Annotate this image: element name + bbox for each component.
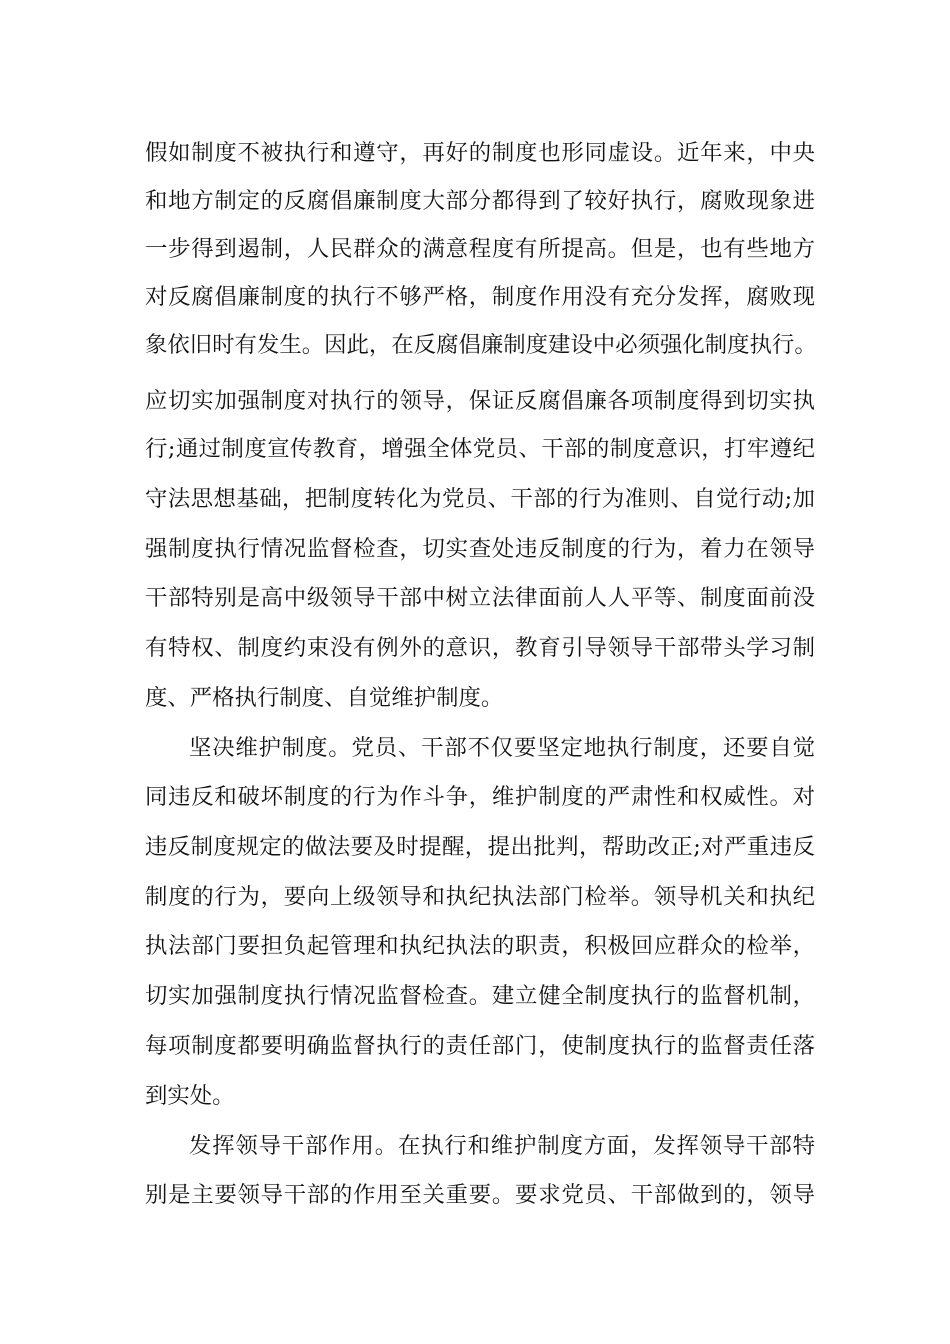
paragraph-first-line: 坚决维护制度。党员、干部不仅要坚定地执行制度，还要自觉 (189, 735, 815, 761)
text-line: 行;通过制度宣传教育，增强全体党员、干部的制度意识，打牢遵纪 (145, 436, 815, 462)
text-line: 度、严格执行制度、自觉维护制度。 (145, 685, 504, 711)
text-line: 别是主要领导干部的作用至关重要。要求党员、干部做到的，领导 (145, 1182, 815, 1208)
text-line: 守法思想基础，把制度转化为党员、干部的行为准则、自觉行动;加 (145, 486, 815, 512)
text-line: 应切实加强制度对执行的领导，保证反腐倡廉各项制度得到切实执 (145, 388, 815, 414)
text-line: 到实处。 (145, 1083, 235, 1109)
text-line: 强制度执行情况监督检查，切实查处违反制度的行为，着力在领导 (145, 536, 815, 562)
text-line: 执法部门要担负起管理和执纪执法的职责，积极回应群众的检举， (145, 933, 815, 959)
text-line: 制度的行为，要向上级领导和执纪执法部门检举。领导机关和执纪 (145, 884, 815, 910)
text-line: 假如制度不被执行和遵守，再好的制度也形同虚设。近年来，中央 (145, 140, 815, 166)
text-line: 同违反和破坏制度的行为作斗争，维护制度的严肃性和权威性。对 (145, 784, 815, 810)
paragraph-first-line: 发挥领导干部作用。在执行和维护制度方面，发挥领导干部特 (189, 1133, 815, 1159)
text-line: 切实加强制度执行情况监督检查。建立健全制度执行的监督机制， (145, 983, 815, 1009)
text-line: 象依旧时有发生。因此，在反腐倡廉制度建设中必须强化制度执行。 (145, 332, 817, 358)
text-line: 干部特别是高中级领导干部中树立法律面前人人平等、制度面前没 (145, 585, 815, 611)
text-line: 违反制度规定的做法要及时提醒，提出批判，帮助改正;对严重违反 (145, 834, 815, 860)
text-line: 有特权、制度约束没有例外的意识，教育引导领导干部带头学习制 (145, 635, 815, 661)
text-line: 对反腐倡廉制度的执行不够严格，制度作用没有充分发挥，腐败现 (145, 284, 815, 310)
text-line: 每项制度都要明确监督执行的责任部门，使制度执行的监督责任落 (145, 1033, 815, 1059)
text-line: 一步得到遏制，人民群众的满意程度有所提高。但是，也有些地方 (145, 236, 815, 262)
text-line: 和地方制定的反腐倡廉制度大部分都得到了较好执行，腐败现象进 (145, 188, 815, 214)
